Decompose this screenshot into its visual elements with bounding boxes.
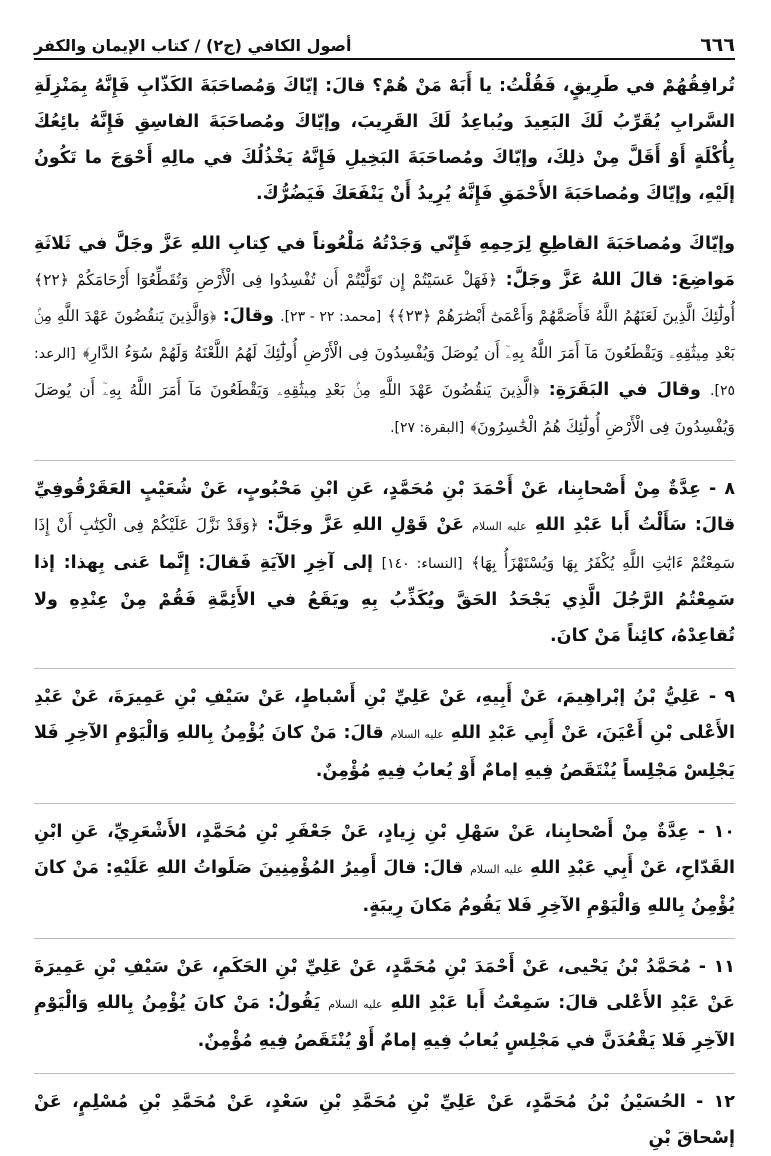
hadith-text: قالَ: مَنْ كانَ يُؤْمِنُ بِاللهِ وَالْيَوْمِ الآخِرِ فَلا يَجْلِسْ مَجْلِساً يُنْتَقَصُ فِيهِ إمامٌ أَوْ يُعابُ فِيهِ مُؤْمِنٌ.: [34, 723, 735, 781]
hadith-divider: [34, 460, 735, 461]
page-header: [34, 30, 735, 60]
hadith-divider: [34, 803, 735, 804]
page-body: [34, 68, 735, 1156]
paragraph-lead: وإيّاكَ ومُصاحَبَةَ القاطِعِ لِرَحِمِهِ فَإِنّي وَجَدْتُهُ مَلْعُوناً في كِتابِ اللهِ عَزَّ وجَلَّ في ثَلاثَةِ مَواضِعَ: قالَ اللهُ عَزَّ وجَلَّ:: [34, 234, 736, 290]
hadith-text: ١٢ - الحُسَيْنُ بْنُ مُحَمَّدٍ، عَنْ عَلِيِّ بْنِ مُحَمَّدِ بْنِ سَعْدٍ، عَنْ مُحَمَّدِ بْنِ مُسْلِمٍ، عَنْ إسْحاقَ بْنِ: [34, 1092, 735, 1148]
hadith-9: [34, 679, 735, 789]
paragraph-text: وقالَ في البَقَرَةِ:: [548, 380, 701, 400]
salutation-mark: عليه السلام: [470, 863, 524, 876]
verse-citation: [البقرة: ٢٧].: [390, 420, 465, 436]
paragraph-companions: [34, 68, 735, 212]
verse-citation: [محمد: ٢٢ - ٢٣].: [280, 309, 382, 325]
page-number: ٦٦٦: [700, 34, 735, 56]
salutation-mark: عليه السلام: [472, 520, 527, 533]
hadith-10: [34, 814, 735, 924]
hadith-8: [34, 471, 735, 654]
quran-verse: ﴿الَّذِينَ يَنقُضُونَ عَهْدَ اللَّهِ مِنۢ بَعْدِ مِيثَٰقِهِۦ وَيَقْطَعُونَ مَآ أَمَرَ اللَّهُ بِهِۦٓ أَن يُوصَلَ وَيُفْسِدُونَ فِى الْأَرْضِ أُولَٰٓئِكَ هُمُ الْخَٰسِرُونَ﴾: [34, 381, 735, 436]
quran-verse: ﴿فَهَلْ عَسَيْتُمْ إِن تَوَلَّيْتُمْ أَن تُفْسِدُوا فِى الْأَرْضِ وَتُقَطِّعُوٓا أَرْحَامَكُمْ ﴿٢٢﴾ أُولَٰٓئِكَ الَّذِينَ لَعَنَهُمُ اللَّهُ فَأَصَمَّهُمْ وَأَعْمَىٰٓ أَبْصَٰرَهُمْ ﴿٢٣﴾﴾: [34, 271, 736, 325]
hadith-divider: [34, 938, 735, 939]
paragraph-text: وقالَ:: [222, 306, 274, 326]
hadith-text: إلى آخِرِ الآيَةِ فَقالَ: إِنَّما عَنى بِهذا: إذا سَمِعْتُمُ الرَّجُلَ الَّذِي يَجْحَدُ الحَقَّ ويُكَذِّبُ بِهِ ويَقَعُ في الأَئِمَّةِ فَقُمْ مِنْ عِنْدِهِ ولا تُقاعِدْهُ، كائِناً مَنْ كانَ.: [34, 553, 735, 646]
salutation-mark: عليه السلام: [390, 728, 444, 741]
header-rule: [34, 58, 735, 60]
hadith-text: يَقُولُ: مَنْ كانَ يُؤْمِنُ بِاللهِ وَالْيَوْمِ الآخِرِ فَلا يَقْعُدَنَّ في مَجْلِسٍ يُعابُ فِيهِ إمامٌ أَوْ يُنْتَقَصُ فِيهِ مُؤْمِنٌ.: [34, 993, 735, 1051]
hadith-12: [34, 1084, 735, 1156]
verse-citation: [الرعد: ٢٥].: [34, 346, 736, 399]
hadith-divider: [34, 668, 735, 669]
hadith-divider: [34, 1073, 735, 1074]
hadith-text: ١٠ - عِدَّةٌ مِنْ أَصْحابِنا، عَنْ سَهْلِ بْنِ زِيادٍ، عَنْ جَعْفَرِ بْنِ مُحَمَّدٍ، الأَشْعَرِيِّ، عَنِ ابْنِ القَدّاحِ، عَنْ أَبِي عَبْدِ اللهِ: [34, 822, 736, 878]
running-title: أصول الكافي (ج٢) / كتاب الإيمان والكفر: [34, 35, 352, 55]
hadith-text: قالَ: قالَ أَمِيرُ المُؤْمِنِينَ صَلَواتُ اللهِ عَلَيْهِ: مَنْ كانَ يُؤْمِنُ بِاللهِ وَالْيَوْمِ الآخِرِ فَلا يَقُومُ مَكانَ رِيبَةٍ.: [34, 858, 735, 916]
quran-verse: ﴿وَالَّذِينَ يَنقُضُونَ عَهْدَ اللَّهِ مِنۢ بَعْدِ مِيثَٰقِهِۦ وَيَقْطَعُونَ مَآ أَمَرَ اللَّهُ بِهِۦٓ أَن يُوصَلَ وَيُفْسِدُونَ فِى الْأَرْضِ أُولَٰٓئِكَ لَهُمُ اللَّعْنَةُ وَلَهُمْ سُوٓءُ الدَّارِ﴾: [34, 307, 735, 362]
hadith-11: [34, 949, 735, 1059]
quran-verse: ﴿وَقَدْ نَزَّلَ عَلَيْكُمْ فِى الْكِتَٰبِ أَنْ إِذَا سَمِعْتُمْ ءَايَٰتِ اللَّهِ يُكْفَرُ بِهَا وَيُسْتَهْزَأُ بِهَا﴾: [34, 516, 735, 572]
verse-citation: [النساء: ١٤٠]: [381, 556, 463, 572]
hadith-text: ٨ - عِدَّةٌ مِنْ أَصْحابِنا، عَنْ أَحْمَدَ بْنِ مُحَمَّدٍ، عَنِ ابْنِ مَحْبُوبٍ، عَنْ شُعَيْبٍ العَقَرْقُوفِيِّ قالَ: سَأَلْتُ أَبا عَبْدِ اللهِ: [34, 479, 736, 535]
hadith-text: ١١ - مُحَمَّدُ بْنُ يَحْيى، عَنْ أَحْمَدَ بْنِ مُحَمَّدٍ، عَنْ عَلِيِّ بْنِ الحَكَمِ، عَنْ سَيْفِ بْنِ عَمِيرَةَ عَنْ عَبْدِ الأَعْلى قالَ: سَمِعْتُ أَبا عَبْدِ اللهِ: [34, 957, 735, 1013]
salutation-mark: عليه السلام: [328, 998, 383, 1011]
paragraph-text: تُرافِقُهُمْ في طَرِيقٍ، فَقُلْتُ: يا أَبَهْ مَنْ هُمْ؟ قالَ: إيّاكَ وَمُصاحَبَةَ الكَذّابِ فَإِنَّهُ بِمَنْزِلَةِ السَّرابِ يُقَرِّبُ لَكَ البَعِيدَ ويُباعِدُ لَكَ القَرِيبَ، وإيّاكَ ومُصاحَبَةَ الفاسِقِ فَإِنَّهُ بائِعُكَ بِأُكْلَةٍ أَوْ أَقَلَّ مِنْ ذلِكَ، وإيّاكَ ومُصاحَبَةَ البَخِيلِ فَإِنَّهُ يَخْذُلُكَ في مالِهِ أَحْوَجَ ما تَكُونُ إلَيْهِ، وإيّاكَ ومُصاحَبَةَ الأَحْمَقِ فَإِنَّهُ يُرِيدُ أَنْ يَنْفَعَكَ فَيَضُرُّكَ.: [34, 76, 735, 204]
hadith-text: عَنْ قَوْلِ اللهِ عَزَّ وجَلَّ:: [267, 515, 465, 535]
paragraph-kin-severer: [34, 226, 735, 446]
hadith-text: ٩ - عَلِيُّ بْنُ إبْراهِيمَ، عَنْ أَبِيهِ، عَنْ عَلِيِّ بْنِ أَسْباطٍ، عَنْ سَيْفِ بْنِ عَمِيرَةَ، عَنْ عَبْدِ الأَعْلى بْنِ أَعْيَنَ، عَنْ أَبِي عَبْدِ اللهِ: [34, 687, 735, 743]
